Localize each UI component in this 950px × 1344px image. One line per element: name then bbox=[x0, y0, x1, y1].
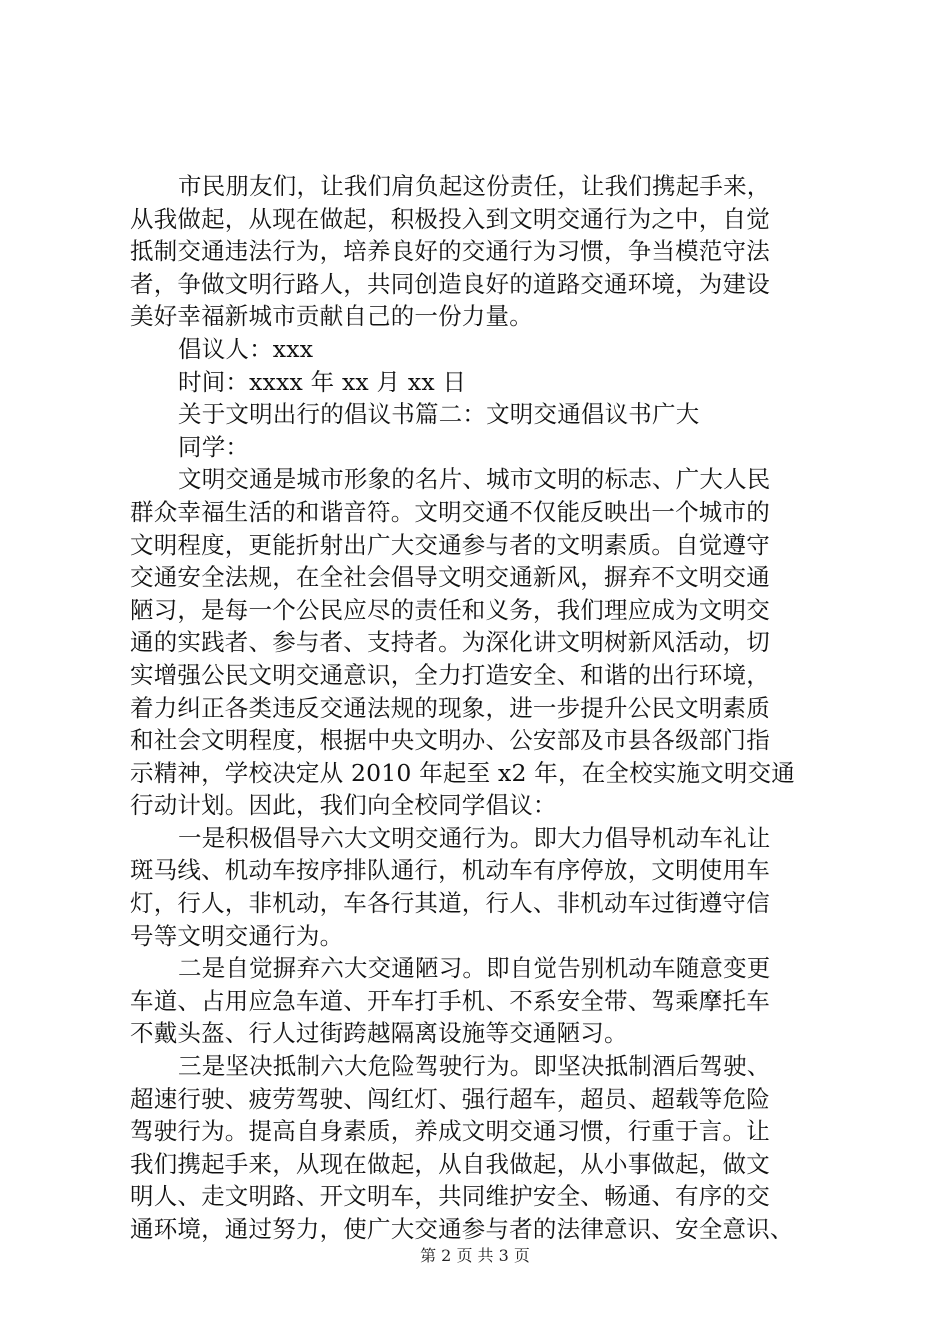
page-number-footer: 第 2 页 共 3 页 bbox=[420, 1246, 530, 1265]
text-line: 文明程度，更能折射出广大交通参与者的文明素质。自觉遵守 bbox=[130, 530, 770, 559]
text-line: 实增强公民文明交通意识，全力打造安全、和谐的出行环境， bbox=[130, 660, 770, 689]
text-line: 斑马线、机动车按序排队通行，机动车有序停放，文明使用车 bbox=[130, 856, 770, 885]
text-line: 驾驶行为。提高自身素质，养成文明交通习惯，行重于言。让 bbox=[130, 1117, 770, 1146]
text-line: 着力纠正各类违反交通法规的现象，进一步提升公民文明素质 bbox=[130, 693, 770, 722]
document-body bbox=[130, 170, 845, 1246]
text-line: 超速行驶、疲劳驾驶、闯红灯、强行超车，超员、超载等危险 bbox=[130, 1084, 770, 1113]
text-line: 号等文明交通行为。 bbox=[130, 921, 344, 950]
text-line: 文明交通是城市形象的名片、城市文明的标志、广大人民 bbox=[178, 465, 771, 494]
text-line: 灯，行人，非机动，车各行其道，行人、非机动车过街遵守信 bbox=[130, 889, 770, 918]
signatory-line: 倡议人：xxx bbox=[178, 334, 314, 363]
text-line: 抵制交通违法行为，培养良好的交通行为习惯，争当模范守法 bbox=[130, 237, 770, 266]
text-line: 群众幸福生活的和谐音符。文明交通不仅能反映出一个城市的 bbox=[130, 497, 770, 526]
text-line: 三是坚决抵制六大危险驾驶行为。即坚决抵制酒后驾驶、 bbox=[178, 1052, 771, 1081]
text-line: 市民朋友们，让我们肩负起这份责任，让我们携起手来， bbox=[178, 172, 771, 200]
text-line: 美好幸福新城市贡献自己的一份力量。 bbox=[130, 302, 533, 331]
text-line: 一是积极倡导六大文明交通行为。即大力倡导机动车礼让 bbox=[178, 823, 771, 852]
text-line: 我们携起手来，从现在做起，从自我做起，从小事做起，做文 bbox=[130, 1149, 770, 1178]
text-line: 明人、走文明路、开文明车，共同维护安全、畅通、有序的交 bbox=[130, 1182, 770, 1211]
salutation-line: 同学： bbox=[178, 432, 250, 461]
text-line: 不戴头盔、行人过街跨越隔离设施等交通陋习。 bbox=[130, 1019, 628, 1048]
text-line: 从我做起，从现在做起，积极投入到文明交通行为之中，自觉 bbox=[130, 204, 770, 233]
text-line: 示精神，学校决定从 2010 年起至 x2 年，在全校实施文明交通 bbox=[130, 758, 795, 787]
text-line: 车道、占用应急车道、开车打手机、不系安全带、驾乘摩托车 bbox=[130, 986, 770, 1015]
text-line: 陋习，是每一个公民应尽的责任和义务，我们理应成为文明交 bbox=[130, 595, 770, 624]
date-line: 时间：xxxx 年 xx 月 xx 日 bbox=[178, 367, 467, 396]
section-heading: 关于文明出行的倡议书篇二：文明交通倡议书广大 bbox=[178, 400, 700, 429]
text-line: 通环境，通过努力，使广大交通参与者的法律意识、安全意识、 bbox=[130, 1215, 794, 1243]
text-line: 交通安全法规，在全社会倡导文明交通新风，摒弃不文明交通 bbox=[130, 563, 770, 592]
text-line: 者，争做文明行路人，共同创造良好的道路交通环境，为建设 bbox=[130, 269, 770, 298]
text-line: 和社会文明程度，根据中央文明办、公安部及市县各级部门指 bbox=[130, 726, 770, 755]
text-line: 二是自觉摒弃六大交通陋习。即自觉告别机动车随意变更 bbox=[178, 954, 771, 983]
text-line: 通的实践者、参与者、支持者。为深化讲文明树新风活动，切 bbox=[130, 628, 770, 657]
text-line: 行动计划。因此，我们向全校同学倡议： bbox=[130, 791, 557, 820]
